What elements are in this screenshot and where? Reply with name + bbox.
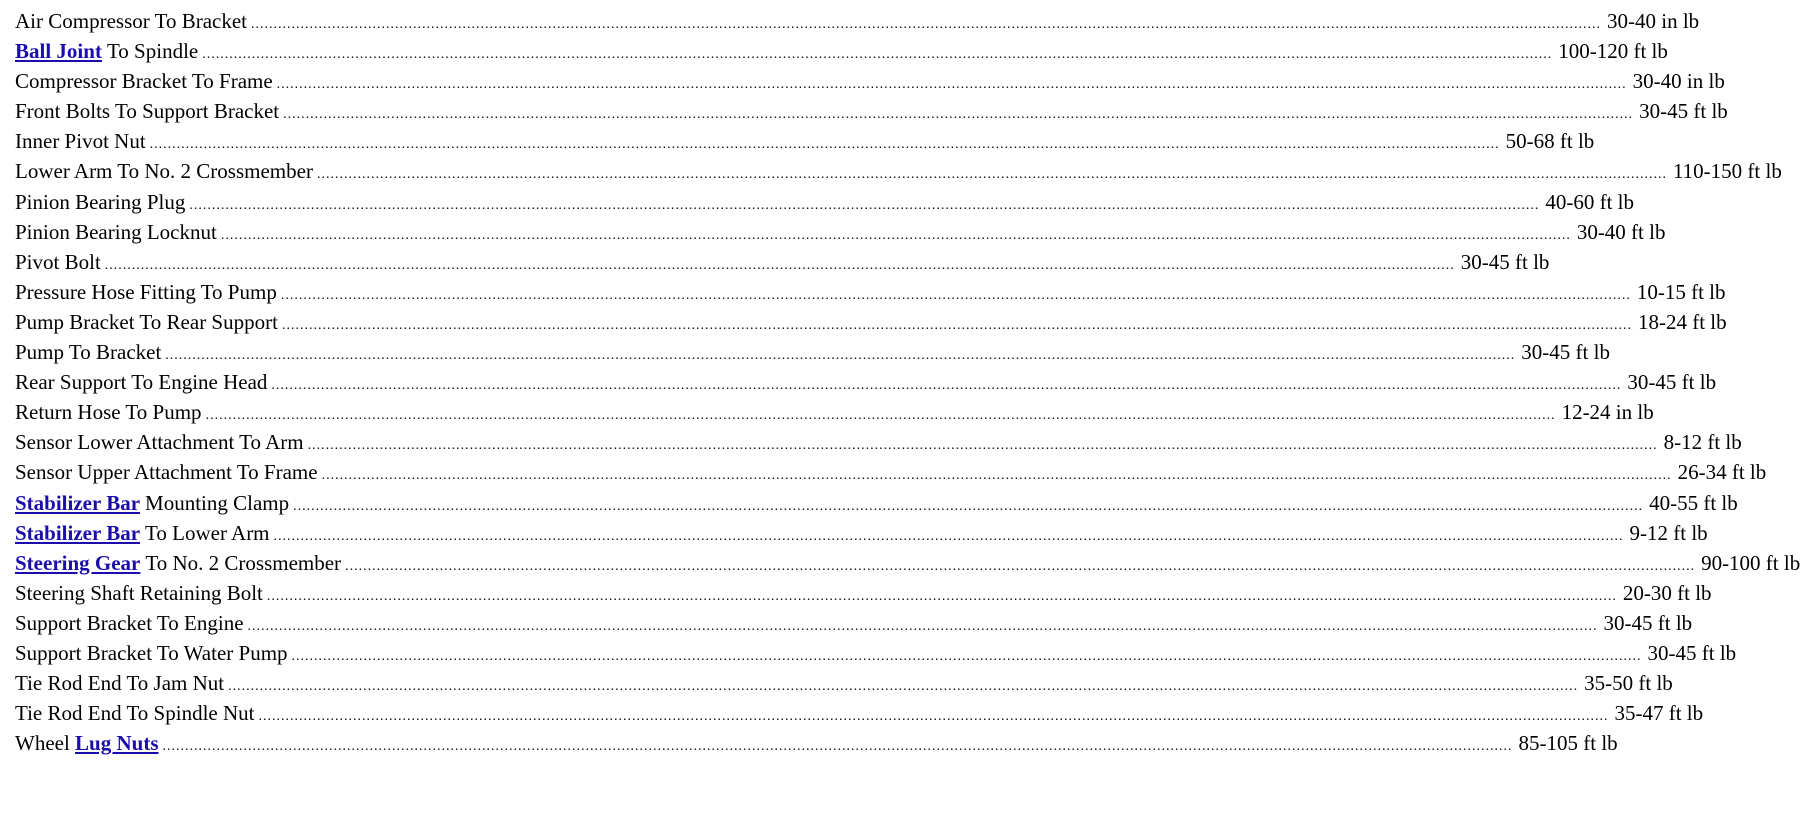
torque-value: 30-45 ft lb bbox=[1647, 640, 1737, 665]
spec-name bbox=[15, 728, 163, 758]
dot-leader: ............................................................................................................................................................................................................................................................................................................ bbox=[273, 528, 1624, 544]
spec-row bbox=[15, 187, 1634, 217]
spec-row bbox=[15, 427, 1742, 457]
spec-name-text: Pressure Hose Fitting To Pump bbox=[15, 279, 277, 304]
torque-value: 35-50 ft lb bbox=[1584, 671, 1673, 696]
spec-row bbox=[15, 457, 1767, 487]
spec-row bbox=[15, 518, 1708, 548]
torque-value: 40-60 ft lb bbox=[1545, 189, 1634, 214]
dot-leader: ............................................................................................................................................................................................................................................................................................................ bbox=[104, 257, 1455, 273]
dot-leader: ............................................................................................................................................................................................................................................................................................................ bbox=[276, 77, 1627, 93]
torque-value: 26-34 ft lb bbox=[1677, 460, 1767, 485]
spec-row bbox=[15, 397, 1654, 427]
spec-row bbox=[15, 6, 1700, 36]
spec-name-text: Tie Rod End To Jam Nut bbox=[15, 671, 225, 696]
spec-name bbox=[15, 307, 282, 337]
torque-value: 110-150 ft lb bbox=[1672, 159, 1782, 184]
spec-name bbox=[15, 608, 248, 638]
torque-value: 100-120 ft lb bbox=[1558, 39, 1668, 64]
spec-name-suffix: Mounting Clamp bbox=[145, 490, 290, 515]
dot-leader: ............................................................................................................................................................................................................................................................................................................ bbox=[307, 438, 1658, 454]
spec-name bbox=[15, 126, 150, 156]
torque-value: 10-15 ft lb bbox=[1636, 279, 1726, 304]
spec-row bbox=[15, 548, 1800, 578]
spec-name bbox=[15, 187, 189, 217]
spec-name-text: Pump To Bracket bbox=[15, 340, 162, 365]
torque-value: 85-105 ft lb bbox=[1518, 731, 1618, 756]
spec-row bbox=[15, 608, 1693, 638]
torque-spec-list bbox=[15, 6, 1800, 758]
torque-value: 30-45 ft lb bbox=[1603, 610, 1693, 635]
spec-row bbox=[15, 638, 1737, 668]
torque-value: 8-12 ft lb bbox=[1663, 430, 1742, 455]
dot-leader: ............................................................................................................................................................................................................................................................................................................ bbox=[205, 408, 1556, 424]
dot-leader: ............................................................................................................................................................................................................................................................................................................ bbox=[280, 287, 1631, 303]
torque-value: 30-45 ft lb bbox=[1627, 370, 1717, 395]
spec-name bbox=[15, 518, 274, 548]
spec-name bbox=[15, 337, 165, 367]
dot-leader: ............................................................................................................................................................................................................................................................................................................ bbox=[202, 47, 1553, 63]
spec-name-suffix: To Spindle bbox=[106, 39, 199, 64]
spec-row bbox=[15, 668, 1673, 698]
spec-name-text: Sensor Lower Attachment To Arm bbox=[15, 430, 304, 455]
dot-leader: ............................................................................................................................................................................................................................................................................................................ bbox=[258, 709, 1609, 725]
spec-row bbox=[15, 36, 1668, 66]
spec-name bbox=[15, 96, 283, 126]
dot-leader: ............................................................................................................................................................................................................................................................................................................ bbox=[316, 167, 1667, 183]
spec-name-text: Support Bracket To Water Pump bbox=[15, 640, 288, 665]
dot-leader: ............................................................................................................................................................................................................................................................................................................ bbox=[283, 107, 1634, 123]
dot-leader: ............................................................................................................................................................................................................................................................................................................ bbox=[228, 679, 1579, 695]
torque-value: 30-45 ft lb bbox=[1639, 99, 1728, 124]
spec-name-text: Wheel bbox=[15, 731, 70, 756]
spec-row bbox=[15, 488, 1738, 518]
torque-value: 40-55 ft lb bbox=[1649, 490, 1738, 515]
spec-name bbox=[15, 668, 228, 698]
spec-name bbox=[15, 548, 345, 578]
spec-link[interactable]: Steering Gear bbox=[15, 550, 141, 575]
spec-row bbox=[15, 367, 1717, 397]
spec-row bbox=[15, 337, 1610, 367]
spec-name-suffix: To No. 2 Crossmember bbox=[145, 550, 342, 575]
spec-name bbox=[15, 427, 308, 457]
spec-name bbox=[15, 36, 202, 66]
spec-name-text: Tie Rod End To Spindle Nut bbox=[15, 701, 255, 726]
spec-row bbox=[15, 277, 1726, 307]
spec-name-text: Sensor Upper Attachment To Frame bbox=[15, 460, 318, 485]
spec-row bbox=[15, 156, 1782, 186]
torque-value: 20-30 ft lb bbox=[1622, 580, 1712, 605]
torque-value: 12-24 in lb bbox=[1561, 400, 1654, 425]
spec-name-text: Inner Pivot Nut bbox=[15, 129, 146, 154]
torque-value: 30-40 in lb bbox=[1632, 69, 1725, 94]
spec-name-text: Rear Support To Engine Head bbox=[15, 370, 268, 395]
dot-leader: ............................................................................................................................................................................................................................................................................................................ bbox=[321, 468, 1672, 484]
dot-leader: ............................................................................................................................................................................................................................................................................................................ bbox=[149, 137, 1500, 153]
spec-name-text: Return Hose To Pump bbox=[15, 400, 202, 425]
spec-link[interactable]: Lug Nuts bbox=[75, 731, 159, 756]
spec-name-text: Pump Bracket To Rear Support bbox=[15, 309, 278, 334]
torque-value: 50-68 ft lb bbox=[1505, 129, 1595, 154]
dot-leader: ............................................................................................................................................................................................................................................................................................................ bbox=[345, 558, 1696, 574]
spec-name bbox=[15, 638, 292, 668]
spec-name-text: Compressor Bracket To Frame bbox=[15, 69, 273, 94]
spec-name-text: Pinion Bearing Locknut bbox=[15, 219, 217, 244]
spec-name bbox=[15, 217, 221, 247]
spec-row bbox=[15, 247, 1550, 277]
spec-name bbox=[15, 6, 251, 36]
dot-leader: ............................................................................................................................................................................................................................................................................................................ bbox=[162, 739, 1513, 755]
dot-leader: ............................................................................................................................................................................................................................................................................................................ bbox=[189, 197, 1540, 213]
torque-value: 18-24 ft lb bbox=[1637, 309, 1727, 334]
dot-leader: ............................................................................................................................................................................................................................................................................................................ bbox=[291, 648, 1642, 664]
dot-leader: ............................................................................................................................................................................................................................................................................................................ bbox=[251, 17, 1602, 32]
dot-leader: ............................................................................................................................................................................................................................................................................................................ bbox=[266, 588, 1617, 604]
torque-value: 30-40 ft lb bbox=[1576, 219, 1666, 244]
dot-leader: ............................................................................................................................................................................................................................................................................................................ bbox=[165, 348, 1516, 364]
spec-name bbox=[15, 277, 281, 307]
torque-value: 90-100 ft lb bbox=[1701, 550, 1800, 575]
spec-name bbox=[15, 367, 271, 397]
spec-row bbox=[15, 698, 1704, 728]
spec-name-text: Air Compressor To Bracket bbox=[15, 9, 248, 33]
spec-row bbox=[15, 96, 1728, 126]
dot-leader: ............................................................................................................................................................................................................................................................................................................ bbox=[293, 498, 1644, 514]
spec-row bbox=[15, 217, 1666, 247]
spec-name bbox=[15, 457, 322, 487]
spec-row bbox=[15, 126, 1595, 156]
spec-link[interactable]: Stabilizer Bar bbox=[15, 520, 141, 545]
spec-name bbox=[15, 247, 105, 277]
spec-name bbox=[15, 66, 277, 96]
spec-row bbox=[15, 66, 1725, 96]
spec-name bbox=[15, 156, 317, 186]
dot-leader: ............................................................................................................................................................................................................................................................................................................ bbox=[271, 378, 1622, 394]
torque-value: 30-40 in lb bbox=[1607, 9, 1700, 33]
spec-link[interactable]: Ball Joint bbox=[15, 39, 102, 64]
torque-value: 30-45 ft lb bbox=[1521, 340, 1610, 365]
torque-value: 35-47 ft lb bbox=[1614, 701, 1704, 726]
spec-name-text: Steering Shaft Retaining Bolt bbox=[15, 580, 263, 605]
spec-row bbox=[15, 307, 1727, 337]
spec-name-text: Support Bracket To Engine bbox=[15, 610, 244, 635]
spec-row bbox=[15, 578, 1712, 608]
spec-name bbox=[15, 488, 293, 518]
spec-link[interactable]: Stabilizer Bar bbox=[15, 490, 141, 515]
spec-name bbox=[15, 397, 206, 427]
spec-name-text: Lower Arm To No. 2 Crossmember bbox=[15, 159, 313, 184]
spec-name-text: Pivot Bolt bbox=[15, 249, 101, 274]
spec-row bbox=[15, 728, 1618, 758]
spec-name bbox=[15, 698, 258, 728]
dot-leader: ............................................................................................................................................................................................................................................................................................................ bbox=[220, 227, 1571, 243]
spec-name bbox=[15, 578, 267, 608]
torque-value: 30-45 ft lb bbox=[1460, 249, 1550, 274]
torque-value: 9-12 ft lb bbox=[1629, 520, 1708, 545]
spec-name-suffix: To Lower Arm bbox=[145, 520, 270, 545]
spec-name-text: Pinion Bearing Plug bbox=[15, 189, 186, 214]
dot-leader: ............................................................................................................................................................................................................................................................................................................ bbox=[247, 618, 1598, 634]
spec-name-text: Front Bolts To Support Bracket bbox=[15, 99, 280, 124]
dot-leader: ............................................................................................................................................................................................................................................................................................................ bbox=[281, 317, 1632, 333]
